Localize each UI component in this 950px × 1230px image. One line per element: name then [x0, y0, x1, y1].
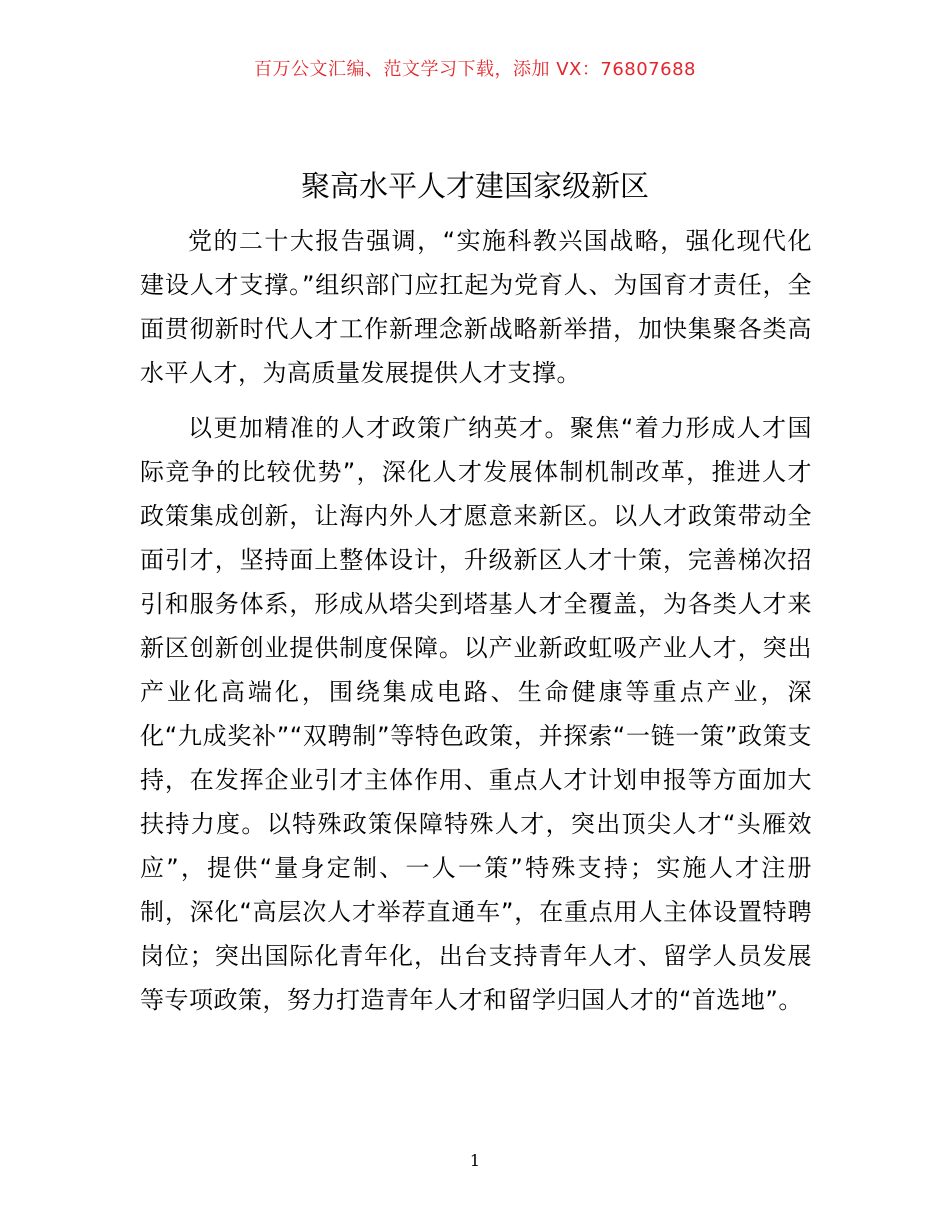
document-body	[140, 219, 812, 1033]
watermark-header: 百万公文汇编、范文学习下载，添加 VX：76807688	[254, 59, 696, 80]
paragraph-intro: 党的二十大报告强调，“实施科教兴国战略，强化现代化建设人才支撑。”组织部门应扛起为党育人、为国育才责任，全面贯彻新时代人才工作新理念新战略新举措，加快集聚各类高水平人才，为高质量发展提供人才支撑。	[140, 227, 812, 387]
page-number: 1	[469, 1151, 481, 1170]
paragraph-talent-policy: 以更加精准的人才政策广纳英才。聚焦“着力形成人才国际竞争的比较优势”，深化人才发展体制机制改革，推进人才政策集成创新，让海内外人才愿意来新区。以人才政策带动全面引才，坚持面上整体设计，升级新区人才十策，完善梯次招引和服务体系，形成从塔尖到塔基人才全覆盖，为各类人才来新区创新创业提供制度保障。以产业新政虹吸产业人才，突出产业化高端化，围绕集成电路、生命健康等重点产业，深化“九成奖补”“双聘制”等特色政策，并探索“一链一策”政策支持，在发挥企业引才主体作用、重点人才计划申报等方面加大扶持力度。以特殊政策保障特殊人才，突出顶尖人才“头雁效应”，提供“量身定制、一人一策”特殊支持；实施人才注册制，深化“高层次人才举荐直通车”，在重点用人主体设置特聘岗位；突出国际化青年化，出台支持青年人才、留学人员发展等专项政策，努力打造青年人才和留学归国人才的“首选地”。	[140, 414, 812, 1014]
document-title: 聚高水平人才建国家级新区	[300, 169, 649, 203]
